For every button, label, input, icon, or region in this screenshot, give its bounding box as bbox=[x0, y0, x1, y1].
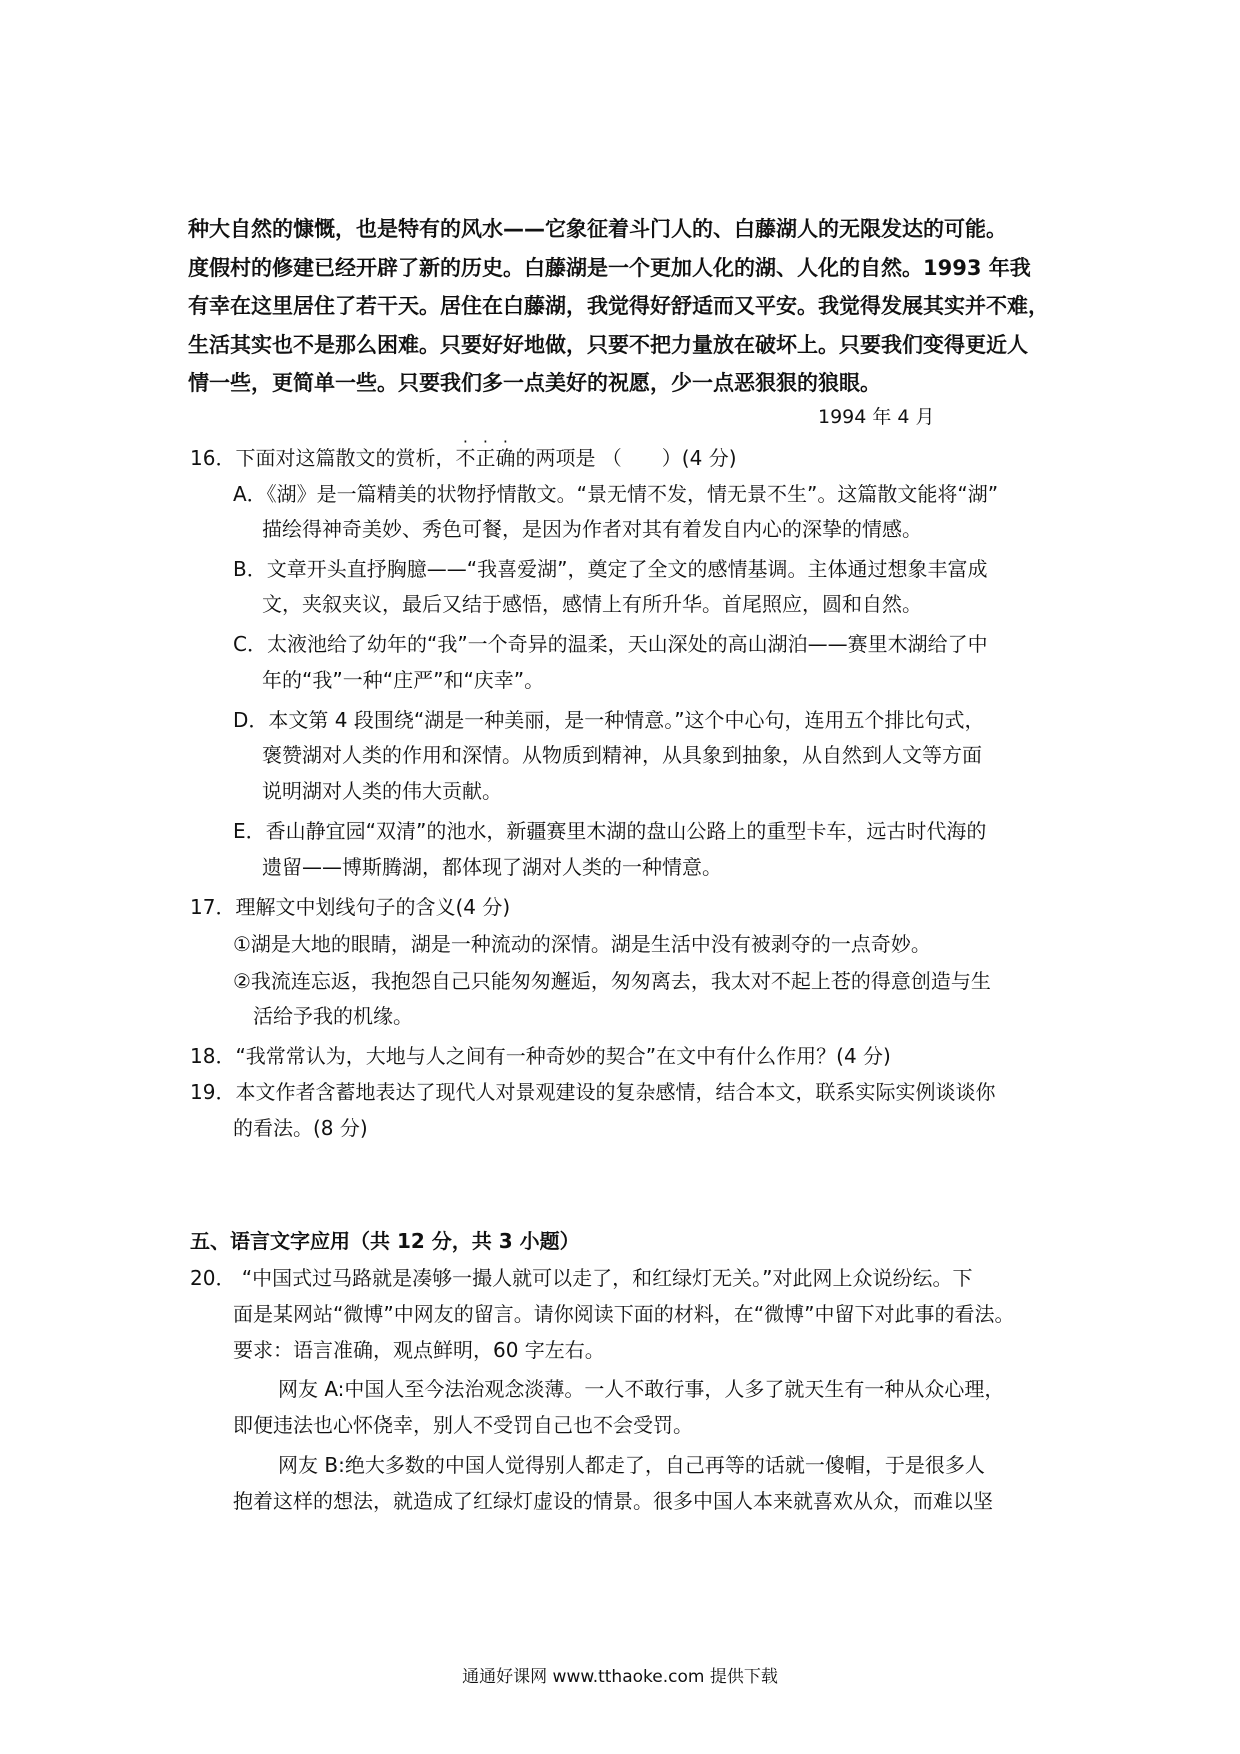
option-d-line: 说明湖对人类的伟大贡献。 bbox=[262, 779, 502, 803]
netizen-a-comment: 网友 A:中国人至今法治观念淡薄。一人不敢行事，人多了就天生有一种从众心理， bbox=[278, 1377, 1005, 1401]
option-b-line: B．文章开头直抒胸臆——“我喜爱湖”，奠定了全文的感情基调。主体通过想象丰富成 bbox=[233, 557, 988, 581]
question-19-stem-cont: 的看法。(8 分) bbox=[233, 1116, 368, 1140]
page-footer: 通通好课网 www.tthaoke.com 提供下载 bbox=[462, 1667, 778, 1687]
question-19-stem: 19．本文作者含蓄地表达了现代人对景观建设的复杂感情，结合本文，联系实际实例谈谈你 bbox=[190, 1080, 996, 1104]
section-heading: 五、语言文字应用（共 12 分，共 3 小题） bbox=[190, 1229, 580, 1253]
emphasis-char: 确 bbox=[495, 446, 516, 470]
question-17-stem: 17．理解文中划线句子的含义(4 分) bbox=[190, 895, 511, 919]
option-e-line: E．香山静宜园“双清”的池水，新疆赛里木湖的盘山公路上的重型卡车，远古时代海的 bbox=[233, 819, 987, 843]
question-17-item-1: ①湖是大地的眼睛，湖是一种流动的深情。湖是生活中没有被剥夺的一点奇妙。 bbox=[233, 932, 931, 956]
passage-line: 度假村的修建已经开辟了新的历史。白藤湖是一个更加人化的湖、人化的自然。1993 年我 bbox=[188, 255, 1031, 280]
passage-line: 生活其实也不是那么困难。只要好好地做，只要不把力量放在破坏上。只要我们变得更近人 bbox=[188, 332, 1028, 357]
question-20-stem-cont: 面是某网站“微博”中网友的留言。请你阅读下面的材料，在“微博”中留下对此事的看法。 bbox=[233, 1302, 1015, 1326]
question-16-stem-post: 的两项是 （ ）(4 分) bbox=[515, 446, 737, 470]
netizen-a-comment-cont: 即便违法也心怀侥幸，别人不受罚自己也不会受罚。 bbox=[233, 1413, 693, 1437]
question-16-stem-pre: 16．下面对这篇散文的赏析， bbox=[190, 446, 456, 470]
option-e-line: 遗留——博斯腾湖，都体现了湖对人类的一种情意。 bbox=[262, 855, 722, 879]
option-b-line: 文，夹叙夹议，最后又结于感悟，感情上有所升华。首尾照应，圆和自然。 bbox=[262, 592, 922, 616]
question-17-item-2: ②我流连忘返，我抱怨自己只能匆匆邂逅，匆匆离去，我太对不起上苍的得意创造与生 bbox=[233, 969, 991, 993]
emphasis-char: 正 bbox=[475, 446, 496, 470]
passage-line: 情一些，更简单一些。只要我们多一点美好的祝愿，少一点恶狠狠的狼眼。 bbox=[188, 371, 881, 396]
emphasis-char: 不 bbox=[455, 446, 476, 470]
question-20-stem: 20． “中国式过马路就是凑够一撮人就可以走了，和红绿灯无关。”对此网上众说纷纭。下 bbox=[190, 1266, 973, 1290]
passage-line: 种大自然的慷慨，也是特有的风水——它象征着斗门人的、白藤湖人的无限发达的可能。 bbox=[188, 217, 1007, 241]
question-20-requirement: 要求：语言准确，观点鲜明，60 字左右。 bbox=[233, 1338, 605, 1362]
question-17-item-2-cont: 活给予我的机缘。 bbox=[253, 1004, 413, 1028]
option-a-line: A．《湖》是一篇精美的状物抒情散文。“景无情不发，情无景不生”。这篇散文能将“湖” bbox=[233, 482, 999, 506]
question-18-stem: 18．“我常常认为，大地与人之间有一种奇妙的契合”在文中有什么作用？(4 分) bbox=[190, 1044, 891, 1068]
netizen-b-comment: 网友 B:绝大多数的中国人觉得别人都走了，自己再等的话就一傻帽，于是很多人 bbox=[278, 1453, 985, 1477]
option-d-line: 褒赞湖对人类的作用和深情。从物质到精神，从具象到抽象，从自然到人文等方面 bbox=[262, 743, 982, 767]
passage-text bbox=[188, 210, 1068, 403]
passage-date: 1994 年 4 月 bbox=[818, 406, 935, 428]
question-16-stem bbox=[190, 442, 737, 471]
option-d-line: D．本文第 4 段围绕“湖是一种美丽，是一种情意。”这个中心句，连用五个排比句式， bbox=[233, 708, 985, 732]
netizen-b-comment-cont: 抱着这样的想法，就造成了红绿灯虚设的情景。很多中国人本来就喜欢从众，而难以坚 bbox=[233, 1489, 993, 1513]
option-a-line: 描绘得神奇美妙、秀色可餐，是因为作者对其有着发自内心的深挚的情感。 bbox=[262, 517, 922, 541]
option-c-line: 年的“我”一种“庄严”和“庆幸”。 bbox=[262, 668, 545, 692]
passage-line: 有幸在这里居住了若干天。居住在白藤湖，我觉得好舒适而又平安。我觉得发展其实并不难， bbox=[188, 294, 1049, 319]
option-c-line: C．太液池给了幼年的“我”一个奇异的温柔，天山深处的高山湖泊——赛里木湖给了中 bbox=[233, 632, 988, 656]
